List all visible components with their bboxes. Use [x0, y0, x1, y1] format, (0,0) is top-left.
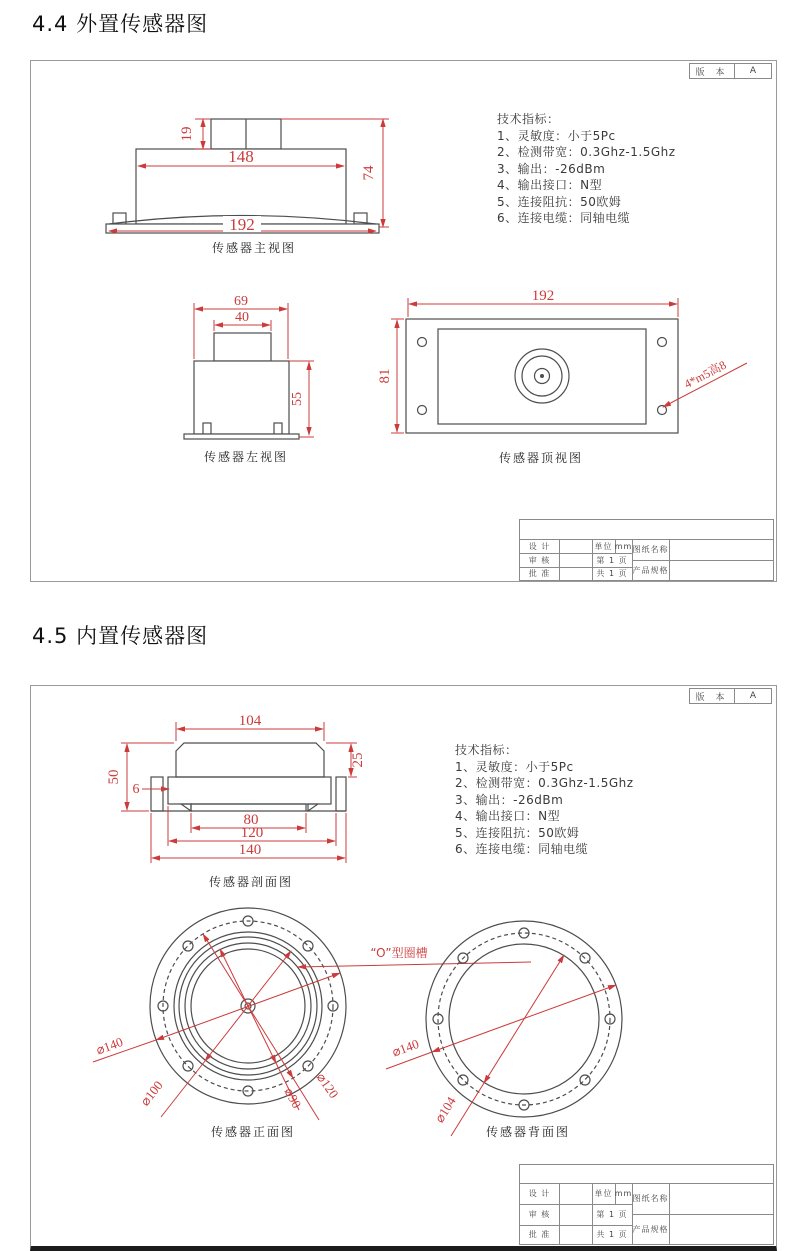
- tech-spec-line: 1、灵敏度：小于5Pc: [497, 128, 616, 143]
- version-value: A: [734, 688, 772, 704]
- section-view-caption: 传感器剖面图: [208, 875, 294, 889]
- titleblock-unit-value: mm: [615, 541, 632, 551]
- section-view-dimensions: [106, 713, 366, 863]
- titleblock-pages-total: 共 1 页: [596, 1230, 628, 1239]
- left-view-outline: [184, 333, 299, 439]
- titleblock-design-label: 设 计: [528, 1189, 551, 1198]
- dim-80-label: 80: [243, 812, 259, 828]
- section-heading-4-4: 4.4 外置传感器图: [32, 12, 209, 36]
- version-box: [689, 63, 772, 79]
- section-view-outline: [151, 743, 346, 811]
- tech-spec-line: 2、检测带宽：0.3Ghz-1.5Ghz: [455, 776, 634, 790]
- dim-81-label: 81: [377, 368, 393, 384]
- tech-specs-title: 技术指标：: [455, 743, 518, 757]
- drawing-frame-external: [30, 60, 777, 582]
- title-block: [519, 519, 774, 581]
- tech-spec-line: 1、灵敏度：小于5Pc: [455, 759, 574, 774]
- version-label: 版 本: [689, 63, 735, 79]
- dim-69-label: 69: [234, 294, 248, 309]
- titleblock-product-spec-label: 产品规格: [632, 565, 669, 575]
- dia-140-label: ⌀140: [94, 1034, 125, 1058]
- dim-55-label: 55: [290, 392, 305, 406]
- titleblock-product-spec-label: 产品规格: [632, 1224, 669, 1234]
- titleblock-drawing-name-label: 图纸名称: [632, 545, 669, 554]
- dim-140-label: 140: [238, 842, 262, 858]
- dim-50-label: 50: [106, 769, 122, 785]
- titleblock-unit-value: mm: [615, 1189, 632, 1198]
- dia-90-label: ⌀90: [281, 1085, 305, 1111]
- dim-192-top-label: 192: [531, 288, 555, 304]
- oring-note-label: “O”型圈槽: [370, 946, 428, 960]
- dia-120-label: ⌀120: [313, 1069, 342, 1101]
- titleblock-review-label: 审 核: [528, 555, 551, 565]
- titleblock-approve-label: 批 准: [528, 1230, 551, 1239]
- tech-specs: [497, 111, 676, 227]
- tech-spec-line: 4、输出接口：N型: [455, 809, 561, 823]
- main-view-caption: 传感器主视图: [211, 241, 297, 255]
- front-view-caption: 传感器正面图: [210, 1125, 296, 1139]
- dim-192-label: 192: [229, 215, 255, 234]
- dim-120-label: 120: [240, 825, 264, 841]
- drawing-frame-internal: [30, 685, 777, 1251]
- version-label: 版 本: [689, 688, 735, 704]
- version-value: A: [734, 63, 772, 79]
- tech-spec-line: 3、输出：-26dBm: [455, 792, 564, 807]
- dim-40-label: 40: [235, 310, 249, 325]
- left-view-caption: 传感器左视图: [203, 450, 289, 464]
- back-view-caption: 传感器背面图: [485, 1125, 571, 1139]
- tech-specs: [455, 742, 634, 858]
- tech-spec-line: 6、连接电缆：同轴电缆: [497, 211, 631, 225]
- dim-19-label: 19: [179, 126, 195, 142]
- back-view-dimensions: [386, 955, 616, 1136]
- titleblock-page-no: 第 1 页: [596, 1210, 628, 1219]
- dim-104-label: 104: [238, 713, 262, 729]
- top-view-outline: [406, 319, 678, 433]
- tech-spec-line: 4、输出接口：N型: [497, 178, 603, 192]
- section-heading-4-5: 4.5 内置传感器图: [32, 624, 209, 648]
- titleblock-drawing-name-label: 图纸名称: [632, 1194, 669, 1203]
- dim-148-label: 148: [228, 147, 254, 166]
- title-block: [519, 1164, 774, 1245]
- internal-sensor-diagram: [31, 686, 776, 1246]
- dim-6-label: 6: [132, 782, 140, 797]
- titleblock-unit-label: 单位: [594, 541, 613, 551]
- titleblock-page-no: 第 1 页: [596, 555, 628, 565]
- top-view-caption: 传感器顶视图: [498, 451, 584, 465]
- version-box: [689, 688, 772, 704]
- tech-spec-line: 2、检测带宽：0.3Ghz-1.5Ghz: [497, 145, 676, 159]
- tech-spec-line: 6、连接电缆：同轴电缆: [455, 842, 589, 856]
- tech-spec-line: 5、连接阻抗：50欧姆: [455, 825, 580, 840]
- tech-specs-title: 技术指标：: [497, 112, 560, 126]
- titleblock-review-label: 审 核: [528, 1210, 551, 1219]
- hole-note-label: 4*m5高8: [681, 357, 729, 392]
- back-dia-140-label: ⌀140: [390, 1036, 421, 1060]
- tech-spec-line: 3、输出：-26dBm: [497, 161, 606, 176]
- titleblock-pages-total: 共 1 页: [596, 569, 628, 578]
- titleblock-design-label: 设 计: [528, 541, 551, 551]
- dim-74-label: 74: [361, 165, 377, 181]
- titleblock-approve-label: 批 准: [528, 569, 551, 578]
- titleblock-unit-label: 单位: [594, 1189, 613, 1198]
- tech-spec-line: 5、连接阻抗：50欧姆: [497, 194, 622, 209]
- dia-100-label: ⌀100: [137, 1077, 166, 1109]
- back-dia-104-label: ⌀104: [431, 1094, 459, 1126]
- dim-25-label: 25: [350, 752, 366, 768]
